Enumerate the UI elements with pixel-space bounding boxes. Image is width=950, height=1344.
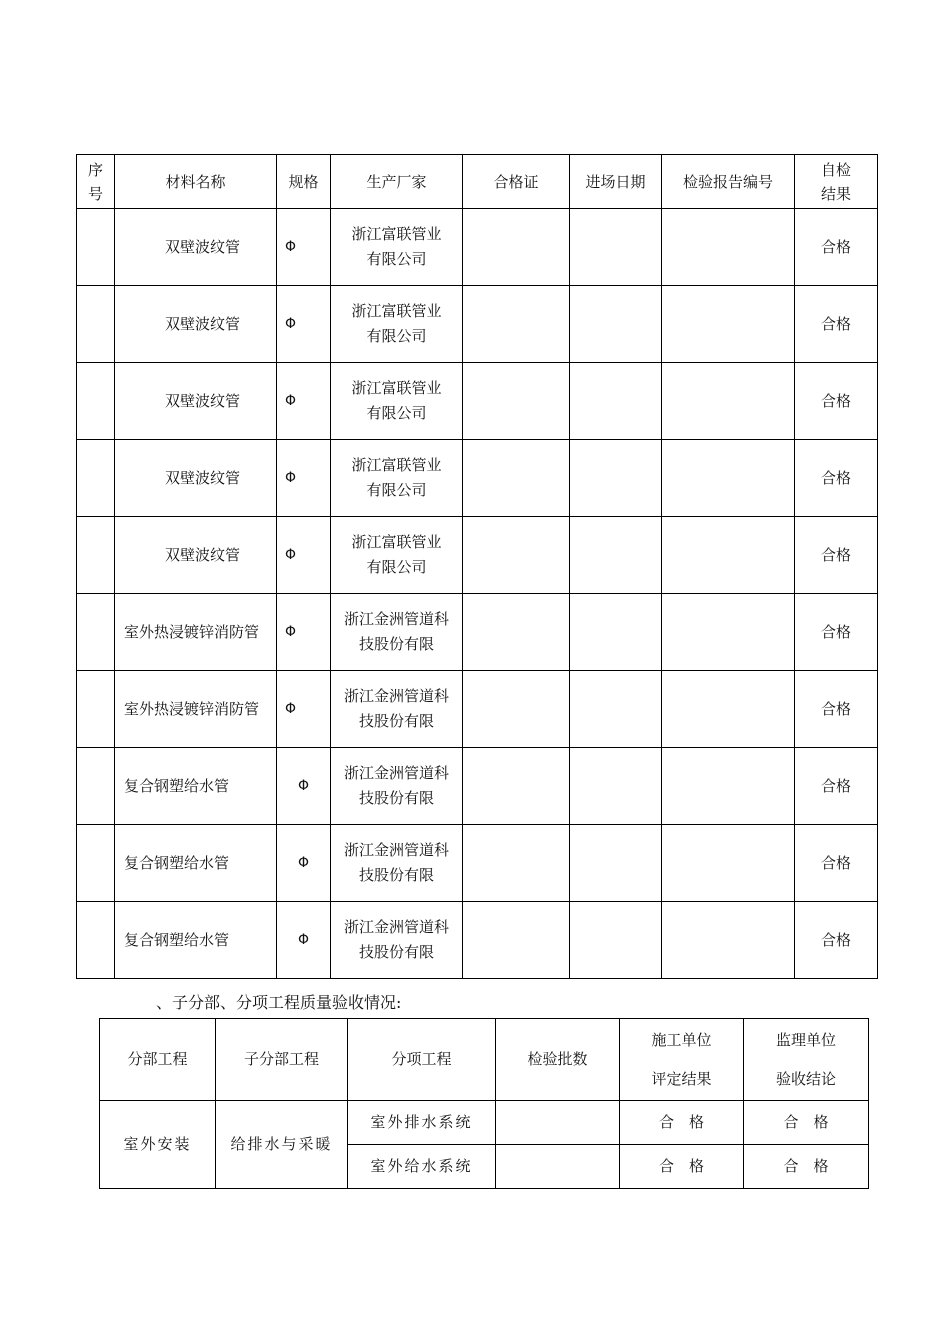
header-certificate: 合格证 bbox=[463, 155, 570, 209]
header-manufacturer: 生产厂家 bbox=[331, 155, 463, 209]
materials-table bbox=[76, 154, 878, 979]
table-row bbox=[77, 440, 878, 517]
acceptance-header-row bbox=[100, 1019, 869, 1101]
section-heading: 、子分部、分项工程质量验收情况: bbox=[156, 993, 402, 1012]
report-no-cell bbox=[662, 440, 795, 517]
acceptance-table bbox=[99, 1018, 869, 1189]
report-no-cell bbox=[662, 671, 795, 748]
table-row bbox=[77, 594, 878, 671]
spec-cell: Φ bbox=[277, 440, 331, 517]
certificate-cell bbox=[463, 825, 570, 902]
entry-date-cell bbox=[570, 748, 662, 825]
entry-date-cell bbox=[570, 902, 662, 979]
header-seq: 序号 bbox=[77, 155, 115, 209]
header-material-name: 材料名称 bbox=[115, 155, 277, 209]
supervisor-result-cell: 合 格 bbox=[744, 1101, 869, 1145]
seq-cell bbox=[77, 286, 115, 363]
certificate-cell bbox=[463, 440, 570, 517]
manufacturer-cell: 浙江金洲管道科 技股份有限 bbox=[331, 671, 463, 748]
table-row bbox=[77, 671, 878, 748]
material-name-cell: 室外热浸镀锌消防管 bbox=[115, 594, 277, 671]
entry-date-cell bbox=[570, 594, 662, 671]
seq-cell bbox=[77, 363, 115, 440]
header-report-no: 检验报告编号 bbox=[662, 155, 795, 209]
certificate-cell bbox=[463, 209, 570, 286]
header-division: 分部工程 bbox=[100, 1019, 216, 1101]
spec-cell: Φ bbox=[277, 594, 331, 671]
supervisor-result-cell: 合 格 bbox=[744, 1145, 869, 1189]
header-spec: 规格 bbox=[277, 155, 331, 209]
report-no-cell bbox=[662, 748, 795, 825]
table-row bbox=[77, 363, 878, 440]
self-check-cell: 合格 bbox=[795, 671, 878, 748]
table-row bbox=[77, 209, 878, 286]
manufacturer-cell: 浙江富联管业 有限公司 bbox=[331, 286, 463, 363]
header-subdivision: 子分部工程 bbox=[216, 1019, 348, 1101]
certificate-cell bbox=[463, 671, 570, 748]
seq-cell bbox=[77, 825, 115, 902]
item-cell: 室外排水系统 bbox=[348, 1101, 496, 1145]
entry-date-cell bbox=[570, 825, 662, 902]
header-entry-date: 进场日期 bbox=[570, 155, 662, 209]
spec-cell: Φ bbox=[277, 825, 331, 902]
division-cell: 室外安装 bbox=[100, 1101, 216, 1189]
material-name-cell: 双壁波纹管 bbox=[115, 517, 277, 594]
self-check-cell: 合格 bbox=[795, 594, 878, 671]
table-row bbox=[77, 748, 878, 825]
self-check-cell: 合格 bbox=[795, 825, 878, 902]
certificate-cell bbox=[463, 286, 570, 363]
header-self-check: 自检结果 bbox=[795, 155, 878, 209]
header-batches: 检验批数 bbox=[496, 1019, 620, 1101]
batches-cell bbox=[496, 1101, 620, 1145]
table-row bbox=[77, 517, 878, 594]
report-no-cell bbox=[662, 209, 795, 286]
item-cell: 室外给水系统 bbox=[348, 1145, 496, 1189]
self-check-cell: 合格 bbox=[795, 748, 878, 825]
entry-date-cell bbox=[570, 440, 662, 517]
material-name-cell: 双壁波纹管 bbox=[115, 363, 277, 440]
contractor-result-cell: 合 格 bbox=[620, 1145, 744, 1189]
subdivision-cell: 给排水与采暖 bbox=[216, 1101, 348, 1189]
seq-cell bbox=[77, 748, 115, 825]
material-name-cell: 复合钢塑给水管 bbox=[115, 748, 277, 825]
material-name-cell: 双壁波纹管 bbox=[115, 209, 277, 286]
seq-cell bbox=[77, 517, 115, 594]
manufacturer-cell: 浙江金洲管道科 技股份有限 bbox=[331, 902, 463, 979]
report-no-cell bbox=[662, 517, 795, 594]
self-check-cell: 合格 bbox=[795, 517, 878, 594]
spec-cell: Φ bbox=[277, 286, 331, 363]
manufacturer-cell: 浙江富联管业 有限公司 bbox=[331, 440, 463, 517]
material-name-cell: 双壁波纹管 bbox=[115, 286, 277, 363]
material-name-cell: 复合钢塑给水管 bbox=[115, 825, 277, 902]
report-no-cell bbox=[662, 902, 795, 979]
entry-date-cell bbox=[570, 517, 662, 594]
seq-cell bbox=[77, 671, 115, 748]
header-supervisor-result: 监理单位 验收结论 bbox=[744, 1019, 869, 1101]
manufacturer-cell: 浙江金洲管道科 技股份有限 bbox=[331, 825, 463, 902]
spec-cell: Φ bbox=[277, 748, 331, 825]
self-check-cell: 合格 bbox=[795, 286, 878, 363]
spec-cell: Φ bbox=[277, 902, 331, 979]
header-contractor-result: 施工单位 评定结果 bbox=[620, 1019, 744, 1101]
manufacturer-cell: 浙江金洲管道科 技股份有限 bbox=[331, 748, 463, 825]
header-item: 分项工程 bbox=[348, 1019, 496, 1101]
table-row bbox=[77, 825, 878, 902]
contractor-result-cell: 合 格 bbox=[620, 1101, 744, 1145]
spec-cell: Φ bbox=[277, 363, 331, 440]
table-row bbox=[100, 1101, 869, 1145]
manufacturer-cell: 浙江富联管业 有限公司 bbox=[331, 209, 463, 286]
spec-cell: Φ bbox=[277, 517, 331, 594]
report-no-cell bbox=[662, 825, 795, 902]
self-check-cell: 合格 bbox=[795, 902, 878, 979]
self-check-cell: 合格 bbox=[795, 209, 878, 286]
seq-cell bbox=[77, 440, 115, 517]
self-check-cell: 合格 bbox=[795, 440, 878, 517]
spec-cell: Φ bbox=[277, 209, 331, 286]
self-check-cell: 合格 bbox=[795, 363, 878, 440]
spec-cell: Φ bbox=[277, 671, 331, 748]
certificate-cell bbox=[463, 902, 570, 979]
entry-date-cell bbox=[570, 209, 662, 286]
seq-cell bbox=[77, 902, 115, 979]
report-no-cell bbox=[662, 594, 795, 671]
certificate-cell bbox=[463, 517, 570, 594]
entry-date-cell bbox=[570, 671, 662, 748]
table-row bbox=[77, 286, 878, 363]
seq-cell bbox=[77, 594, 115, 671]
material-name-cell: 双壁波纹管 bbox=[115, 440, 277, 517]
report-no-cell bbox=[662, 363, 795, 440]
report-no-cell bbox=[662, 286, 795, 363]
seq-cell bbox=[77, 209, 115, 286]
certificate-cell bbox=[463, 363, 570, 440]
materials-header-row bbox=[77, 155, 878, 209]
manufacturer-cell: 浙江富联管业 有限公司 bbox=[331, 517, 463, 594]
material-name-cell: 室外热浸镀锌消防管 bbox=[115, 671, 277, 748]
certificate-cell bbox=[463, 748, 570, 825]
table-row bbox=[77, 902, 878, 979]
batches-cell bbox=[496, 1145, 620, 1189]
entry-date-cell bbox=[570, 286, 662, 363]
manufacturer-cell: 浙江金洲管道科 技股份有限 bbox=[331, 594, 463, 671]
manufacturer-cell: 浙江富联管业 有限公司 bbox=[331, 363, 463, 440]
material-name-cell: 复合钢塑给水管 bbox=[115, 902, 277, 979]
entry-date-cell bbox=[570, 363, 662, 440]
certificate-cell bbox=[463, 594, 570, 671]
